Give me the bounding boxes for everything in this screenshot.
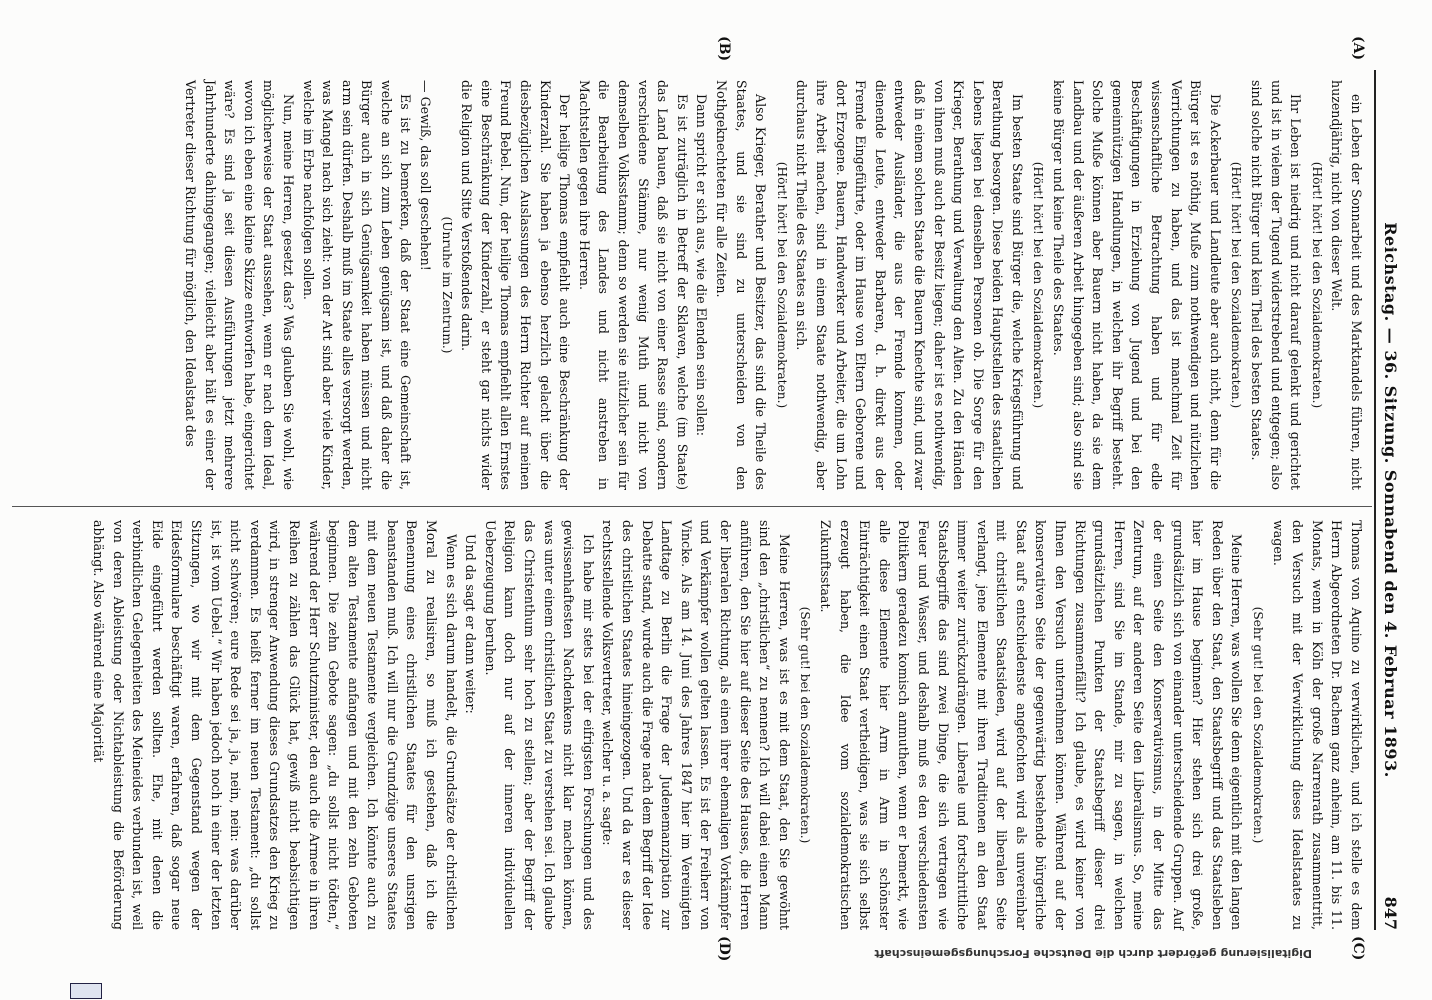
paragraph: Wenn es sich darum handelt, die Grundsätze der christlichen Moral zu realisiren, so muß ich gestehen, daß ich die Benennung eines christlichen Staates für den unsrigen beanstanden muß. Ich will nur die Grundzüge unseres Staates mit dem neuen Testamente vergleichen. Ich könnte auch zu dem alten Testamente anfangen und mit den zehn Geboten beginnen. Die zehn Gebote sagen: „du sollst nicht tödten,“ während der Herr Schutzminister, den auch die Armee in ihren Reihen zu zählen das Glück hat, gewiß nicht beabsichtigen wird, in strenger Anwendung dieses Grundsatzes den Krieg zu verdammen. Es heißt ferner im neuen Testament: „du sollst nicht schwören; eure Rede sei ja, ja, nein, nein: was darüber ist, ist vom Uebel.“ Wir haben jedoch noch in einer der letzten Sitzungen, wo wir mit dem Gegenstand wegen der Eidesformulare beschäftigt waren, erfahren, daß sogar neue Eide eingeführt werden sollten. Ehe, mit denen die verbindlichen Gelegenheiten des Meineides verbunden ist, weil von deren Ableistung oder Nichtableistung die Beförderung abhängt. Also während eine Majorität — [91, 520, 459, 930]
margin-marker-a: (A) — [1350, 36, 1366, 61]
interjection-line: (Hört! hört! bei den Sozialdemokraten.) — [1309, 161, 1324, 409]
digitization-credit: Digitalisierung gefördert durch die Deutsche Forschungsgemeinschaft — [874, 947, 1312, 960]
paragraph: Ihr Leben ist niedrig und nicht darauf gelenkt und gerichtet und ist in vielem der Tugend widerstrebend und entgegen; also sind solche nicht Bürger und kein Theil des besten Staates. — [1249, 80, 1304, 490]
margin-marker-c: (C) — [1350, 936, 1366, 961]
paragraph: Nun, meine Herren, gesetzt das? Was glauben Sie wohl, wie möglicherweise der Staat aussehen, wenn er nach dem Ideal, wovon ich eben eine kleine Skizze entworfen habe, eingerichtet wäre? Es sind ja seit diesen Ausführungen jetzt mehrere Jahrhunderte dahingegangen; vielleicht aber hält es einer der Vertreter dieser Richtung für möglich, den Idealstaat des — [182, 80, 296, 490]
interjection-line: (Hört! hört! bei den Sozialdemokraten.) — [1031, 161, 1046, 409]
interjection-line: (Unruhe im Zentrum.) — [439, 216, 454, 354]
dfg-logo-icon — [70, 983, 102, 999]
paragraph: Die Ackerbauer und Landleute aber auch nicht, denn für die Bürger ist es nöthig, Muße zum nothwendigen und nützlichen Verrichtungen zu haben, und das ist manchmal Zeit für wissenschaftliche Betrachtung haben und für edle Beschäftigungen in Erziehung von Jugend und bei den gemeinnützigen Handlungen, in welchen ihr Begriff besteht. Solche Muße können aber Bauern nicht haben, da sie dem Landbau und der äußeren Arbeit hingegeben sind; also sind sie keine Bürger und keine Theile des Staates. — [1051, 80, 1223, 490]
margin-marker-d: (D) — [716, 936, 732, 962]
paragraph: Und da sagt er dann weiter: — [463, 534, 479, 714]
interjection-line: (Sehr gut! bei den Sozialdemokraten.) — [1251, 606, 1266, 844]
interjection-line: (Sehr gut! bei den Sozialdemokraten.) — [798, 606, 813, 844]
paragraph: Im besten Staate sind Bürger die, welche Kriegsführung und Berathung besorgen. Diese beiden Hauptstellen des staatlichen Lebens liegen bei denselben Personen ob. Die Sorge für den Krieger, Berathung und Verwaltung den Alten. Zu den Händen von ihnen muß auch der Besitz liegen; daher ist es nothwendig, daß in einem solchen Staate die Bauern Knechte sind, und zwar entweder Ausländer, die aus der Fremde kommen, oder dienende Leute, entweder Barbaren, d. h. direkt aus der Fremde Eingeführte, oder im Hause von Eltern Geborene und dort Erzogene. Bauern, Handwerker und Arbeiter, die um Lohn ihre Arbeit machen, sind in einem Staate nothwendig, aber durchaus nicht Theile des Staates an sich. — [794, 80, 1025, 490]
paragraph: ein Leben der Sonnarbeit und des Marktandels führen, nicht huzendjährig, nicht von dieser Welt. — [1329, 80, 1364, 490]
paragraph: Dann spricht er sich aus, wie die Elenden sein sollen: — [694, 94, 710, 437]
paragraph: Meine Herren, was wollen Sie denn eigentlich mit den langen Reden über den Staat, den Staatsbegriff und das Staatsleben hier im Hause beginnen? Hier stehen sich drei große, grundsätzlich sich von einander unterscheidende Gruppen. Auf der einen Seite den Konservativismus, in der Mitte das Zentrum, auf der anderen Seite den Liberalismus. So, meine Herren, sind Sie im Stande, mir zu sagen, in welchen grundsätzlichen Punkten der Staatsbegriff dieser drei Richtungen zusammenfällt? Ich glaube, es wird keiner von Ihnen den Versuch unternehmen können. Während auf der konservativen Seite der gegenwärtig bestehende bürgerliche Staat auf's entschiedenste angefochten wird als unvereinbar mit christlichen Staatsideen, wird auf der liberalen Seite verlangt, jene Elemente mit ihren Traditionen an den Staat immer weiter zurückzudrängen. Liberale und fortschrittliche Staatsbegriffe das sind zwei Dinge, die sich vertragen wie Feuer und Wasser, und deshalb muß es den verschiedensten Politikern geradezu komisch anmuthen, wenn er bemerkt, wie alle diese Elemente hier Arm in Arm in schönster Einträchtigkeit einen Staat vertheidigen, was sie sich selbst erzeugt haben, die Idee vom sozialdemokratischen Zukunftsstaat. — [817, 520, 1245, 930]
paragraph: — Gewiß, das soll geschehen! — [418, 80, 434, 271]
header-rule — [1374, 70, 1376, 930]
paragraph: Es ist zu bemerken, daß der Staat eine Gemeinschaft ist, welche an sich zum Leben genügsam ist, und daß daher die Bürger auch in sich Genügsamkeit haben müssen und nicht arm sein dürfen. Deshalb muß im Staate alles versorgt werden, was Mangel nach sich zieht: von der Art sind aber viele Kinder, welche im Erbe nachfolgen sollen. — [300, 80, 414, 490]
paragraph: Ich habe mir stets bei der eifrigsten Forschungen und des gewissenhaftesten Nachdenkens nicht klar machen können, was unter einem christlichen Staat zu verstehen sei. Ich glaube das Christenthum sehr hoch zu stellen; aber der Begriff der Religion kann doch nur auf der inneren individuellen Ueberzeugung beruhen. — [482, 520, 596, 930]
interjection-line: (Hört! hört! bei den Sozialdemokraten.) — [774, 161, 789, 409]
paragraph: Meine Herren, was ist es mit dem Staat, den Sie gewöhnt sind den „christlichen“ zu nennen? Ich will dabei einen Mann anführen, den Sie hier auf dieser Seite des Hauses, die Herren der liberalen Richtung, als einen ihrer ehemaligen Vorkämpfer und Verkämpfer wollen gelten lassen. Es ist der Freiherr von Vincke. Als am 14. Juni des Jahres 1847 hier im Vereinigten Landtage zu Berlin die Frage der Judenemanzipation zur Debatte stand, wurde auch die Frage nach dem Begriff der Idee des christlichen Staates hineingezogen. Und da war es dieser rechtsstellende Volksvertreter, welcher u. a. sagte: — [600, 520, 792, 930]
column-divider — [12, 506, 1372, 507]
paragraph: Der heilige Thomas empfiehlt auch eine Beschränkung der Kinderzahl. Sie haben ja ebenso herzlich gelacht über die diesbezüglichen Auslassungen des Herrn Richter auf meinen Freund Bebel. Nun, der heilige Thomas empfiehlt allen Ernstes eine Beschränkung der Kinderzahl, er steht gar nichts wider die Religion und Sitte Verstoßendes darin. — [459, 80, 573, 490]
paragraph: Es ist zuträglich in Betreff der Sklaven, welche (im Staate) das Land bauen, daß sie nicht von einer Rasse sind, sondern verschiedene Stämme, nur wenig Muth und nicht von demselben Volksstamm; denn so werden sie nützlicher sein für die Bearbeitung des Landes und nicht anstreben in Machtstellen gegen ihre Herren. — [576, 80, 690, 490]
page-header — [1374, 70, 1404, 930]
page-number: 847 — [1381, 896, 1400, 930]
paragraph: Also Krieger, Berather und Besitzer, das sind die Theile des Staates, und sie sind zu unterscheiden von den Nothgeknechteten für alle Zeiten. — [714, 80, 769, 490]
margin-marker-b: (B) — [716, 36, 732, 62]
interjection-line: (Hört! hört! bei den Sozialdemokraten.) — [1229, 161, 1244, 409]
paragraph: Thomas von Aquino zu verwirklichen, und ich stelle es dem Herrn Abgeordneten Dr. Bachem ganz anheim, am 11. bis 11. Monats, wenn in Köln der große Narrenrath zusammentritt, den Versuch mit der Verwirklichung dieses Idealstaates zu wagen. — [1270, 520, 1364, 930]
running-title: Reichstag. — 36. Sitzung. Sonnabend den 4. Februar 1893. — [1381, 222, 1400, 778]
right-text-column — [88, 520, 1366, 930]
left-text-column — [180, 80, 1366, 490]
